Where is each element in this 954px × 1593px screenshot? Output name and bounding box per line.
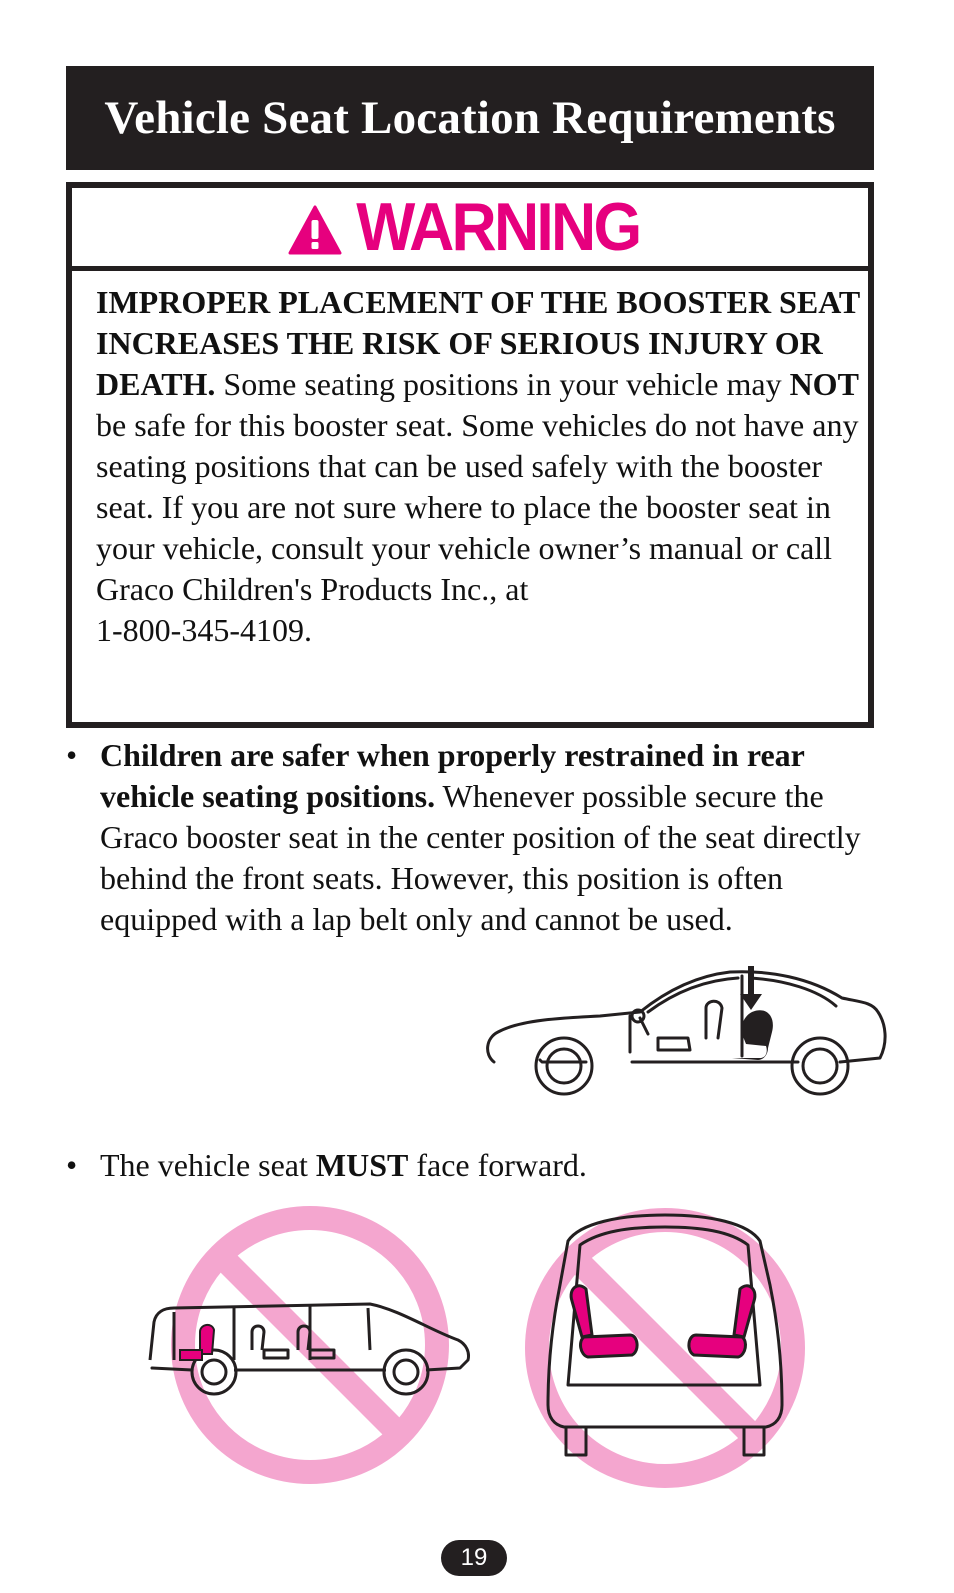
bullet-text (100, 735, 900, 940)
warning-triangle-icon (288, 205, 342, 255)
prohibited-rear-facing-illustration (520, 1205, 810, 1495)
warning-text-2: be safe for this booster seat. Some vehicles do not have any seating positions that can be used safely with the booster seat. If you are not sure where to place the booster seat in your vehicle, consult your vehicle owner’s manual or call Graco Children's Products Inc., at (96, 407, 859, 607)
warning-text (96, 282, 866, 651)
section-header (66, 66, 874, 170)
warning-bold-lead: IMPROPER PLACEMENT OF THE BOOSTER SEAT INCREASES THE RISK OF SERIOUS INJURY OR DEATH. (96, 284, 860, 402)
warning-label: WARNING (356, 189, 640, 265)
warning-not: NOT (789, 366, 859, 402)
bullet-text (100, 1145, 900, 1186)
warning-title (72, 188, 868, 271)
warning-phone: 1-800-345-4109. (96, 612, 312, 648)
bullet-text-2: face forward. (408, 1147, 587, 1183)
warning-box (66, 182, 874, 728)
bullet-must: MUST (315, 1147, 409, 1183)
prohibited-side-facing-illustration (140, 1200, 480, 1490)
bullet-marker: • (66, 737, 78, 773)
car-side-illustration (480, 962, 892, 1102)
page-number: 19 (441, 1540, 507, 1576)
bullet-body: Whenever possible secure the Graco booster seat in the center position of the seat directly behind the front seats. However, this position is often equipped with a lap belt only and cannot be used. (100, 778, 861, 937)
page-title: Vehicle Seat Location Requirements (104, 92, 836, 144)
bullet-bold: Children are safer when properly restrained in rear vehicle seating positions. (100, 737, 805, 814)
warning-text-1: Some seating positions in your vehicle may (215, 366, 790, 402)
bullet-marker: • (66, 1147, 78, 1183)
bullet-text-1: The vehicle seat (100, 1147, 316, 1183)
